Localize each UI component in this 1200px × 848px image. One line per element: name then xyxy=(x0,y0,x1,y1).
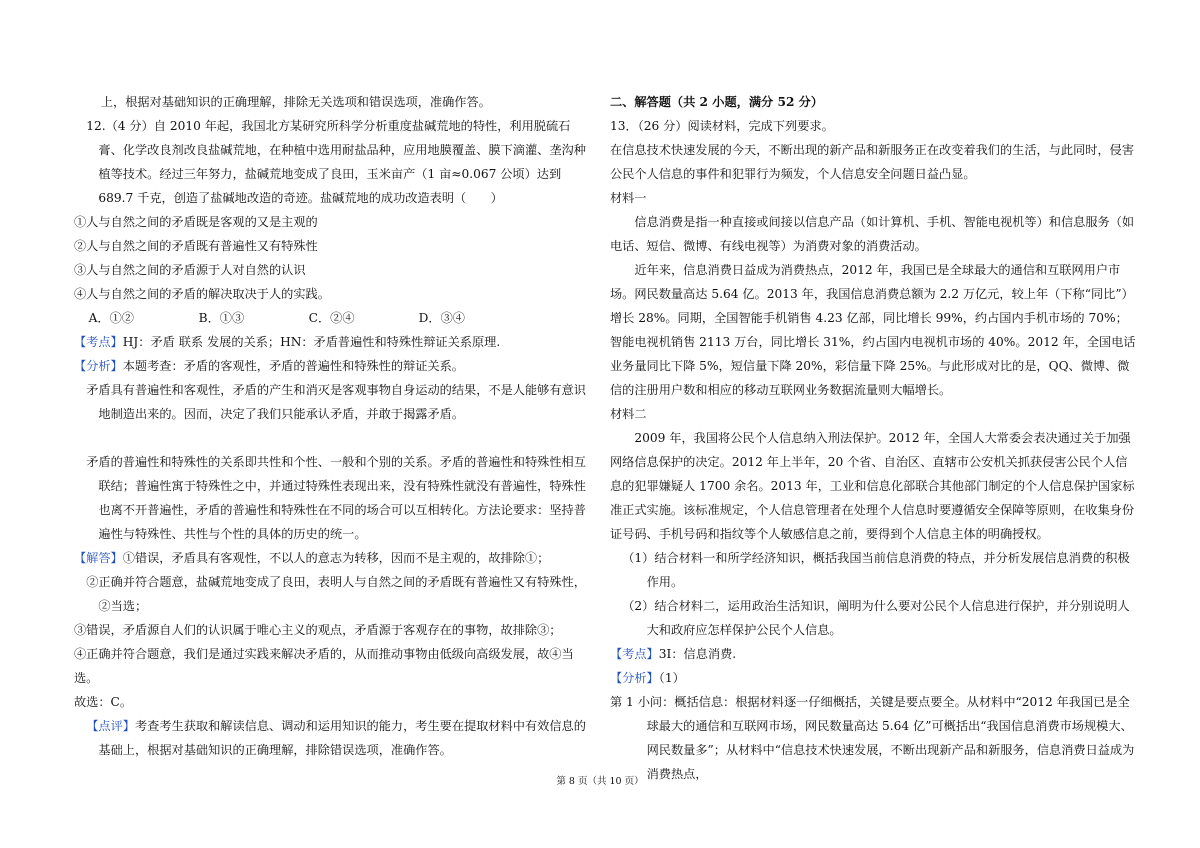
dianping-tag: 【点评】 xyxy=(86,719,135,733)
dianping xyxy=(74,714,594,762)
choice-result: 故选：C。 xyxy=(74,695,133,709)
kaodian-text: 3I：信息消费. xyxy=(658,647,737,661)
kaodian-tag: 【考点】 xyxy=(610,647,659,661)
kaodian-text: HJ：矛盾 联系 发展的关系；HN：矛盾普遍性和特殊性辩证关系原理. xyxy=(122,335,501,349)
fenxi xyxy=(74,354,594,378)
left-line-4: ③人与自然之间的矛盾源于人对自然的认识 xyxy=(74,263,306,277)
left-line-5: ④人与自然之间的矛盾的解决取决于人的实践。 xyxy=(74,287,330,301)
intro-paragraph: 在信息技术快速发展的今天，不断出现的新产品和新服务正在改变着我们的生活，与此同时，侵害公民个人信息的事件和犯罪行为频发，个人信息安全问题日益凸显。 xyxy=(610,143,1135,181)
fenxi-text: （1） xyxy=(658,671,685,685)
analysis-paragraph-2: 矛盾的普遍性和特殊性的关系即共性和个性、一般和个别的关系。矛盾的普遍性和特殊性相互联结；普遍性寓于特殊性之中，并通过特殊性表现出来，没有特殊性就没有普遍性，特殊性也离不开普遍性，矛盾的普遍性和特殊性在不同的场合可以互相转化。方法论要求：坚持普遍性与特殊性、共性与个性的具体的历史的统一。 xyxy=(86,455,586,541)
kaodian-right xyxy=(610,642,1136,666)
fenxi-text: 本题考查：矛盾的客观性，矛盾的普遍性和特殊性的辩证关系。 xyxy=(122,359,464,373)
dianping-text: 考查考生获取和解读信息、调动和运用知识的能力，考生要在提取材料中有效信息的基础上，根据对基础知识的正确理解，排除错误选项，准确作答。 xyxy=(98,719,586,757)
kaodian-tag: 【考点】 xyxy=(74,335,123,349)
question-13: 13．（26 分）阅读材料，完成下列要求。 xyxy=(610,119,834,133)
left-column xyxy=(74,90,594,762)
left-line-3: ②人与自然之间的矛盾既有普遍性又有特殊性 xyxy=(74,239,318,253)
right-column xyxy=(610,90,1136,786)
answer-line-4: ④正确并符合题意，我们是通过实践来解决矛盾的，从而推动事物由低级向高级发展，故④当选。 xyxy=(74,647,574,685)
left-line-0: 上，根据对基础知识的正确理解，排除无关选项和错误选项，准确作答。 xyxy=(100,95,491,109)
jieda-tag: 【解答】 xyxy=(74,551,123,565)
material-2-title: 材料二 xyxy=(610,407,647,421)
option-d: D．③④ xyxy=(418,311,465,325)
option-c: C．②④ xyxy=(308,311,355,325)
jieda xyxy=(74,546,594,570)
material-1-title: 材料一 xyxy=(610,191,647,205)
answer-options xyxy=(74,306,594,330)
fenxi-tag: 【分析】 xyxy=(610,671,659,685)
material-1-paragraph-1: 信息消费是指一种直接或间接以信息产品（如计算机、手机、智能电视机等）和信息服务（如电话、短信、微博、有线电视等）为消费对象的消费活动。 xyxy=(610,215,1135,253)
sub-question-1-analysis: 第 1 小问：概括信息：根据材料逐一仔细概括，关键是要点要全。从材料中“2012 年我国已是全球最大的通信和互联网市场，网民数量高达 5.64 亿”可概括出“我国信息消费市场规模大、网民数量多”；从材料中“信息技术快速发展，不断出现新产品和新服务，信息消费日益成为消费热点， xyxy=(610,695,1135,781)
option-b: B．①③ xyxy=(198,311,245,325)
material-1-paragraph-2: 近年来，信息消费日益成为消费热点，2012 年，我国已是全球最大的通信和互联网用户市场。网民数量高达 5.64 亿。2013 年，我国信息消费总额为 2.2 万亿元，较上年（下称“同比”）增长 28%。同期，全国智能手机销售 4.23 亿部，同比增长 99%，约占国内手机市场的 70%；智能电视机销售 2113 万台，同比增长 31%，约占国内电视机市场的 40%。2012 年，全国电话业务量同比下降 5%，短信量下降 20%，彩信量下降 25%。与此形成对比的是，QQ、微博、微信的注册用户数和相应的移动互联网业务数据流量则大幅增长。 xyxy=(610,263,1136,397)
fenxi-right xyxy=(610,666,1136,690)
left-line-2: ①人与自然之间的矛盾既是客观的又是主观的 xyxy=(74,215,318,229)
left-line-1: 12.（4 分）自 2010 年起，我国北方某研究所科学分析重度盐碱荒地的特性，利用脱硫石膏、化学改良剂改良盐碱荒地，在种植中选用耐盐品种，应用地膜覆盖、膜下滴灌、垄沟种植等技术。经过三年努力，盐碱荒地变成了良田，玉米亩产（1 亩≈0.067 公顷）达到 689.7 千克，创造了盐碱地改造的奇迹。盐碱荒地的成功改造表明（ ） xyxy=(86,119,586,205)
requirement-1: （1）结合材料一和所学经济知识，概括我国当前信息消费的特点，并分析发展信息消费的积极作用。 xyxy=(622,551,1130,589)
requirement-2: （2）结合材料二，运用政治生活知识，阐明为什么要对公民个人信息进行保护，并分别说明人大和政府应怎样保护公民个人信息。 xyxy=(622,599,1130,637)
answer-line-2: ②正确并符合题意，盐碱荒地变成了良田，表明人与自然之间的矛盾既有普遍性又有特殊性，②当选； xyxy=(86,575,586,613)
kaodian xyxy=(74,330,594,354)
answer-line-3: ③错误，矛盾源自人们的认识属于唯心主义的观点，矛盾源于客观存在的事物，故排除③； xyxy=(74,623,562,637)
fenxi-tag: 【分析】 xyxy=(74,359,123,373)
option-a: A．①② xyxy=(88,311,134,325)
material-2-paragraph: 2009 年，我国将公民个人信息纳入刑法保护。2012 年，全国人大常委会表决通过关于加强网络信息保护的决定。2012 年上半年，20 个省、自治区、直辖市公安机关抓获侵害公民个人信息的犯罪嫌疑人 1700 余名。2013 年，工业和信息化部联合其他部门制定的个人信息保护国家标准正式实施。该标准规定，个人信息管理者在处理个人信息时要遵循安全保障等原则，在收集身份证号码、手机号码和指纹等个人敏感信息之前，要得到个人信息主体的明确授权。 xyxy=(610,431,1135,541)
jieda-text: ①错误，矛盾具有客观性，不以人的意志为转移，因而不是主观的，故排除①； xyxy=(122,551,550,565)
analysis-paragraph-1: 矛盾具有普遍性和客观性，矛盾的产生和消灭是客观事物自身运动的结果，不是人能够有意识地制造出来的。因而，决定了我们只能承认矛盾，并敢于揭露矛盾。 xyxy=(86,383,586,421)
section-title: 二、解答题（共 2 小题，满分 52 分） xyxy=(610,95,824,109)
page-footer: 第 8 页（共 10 页） xyxy=(556,776,644,787)
